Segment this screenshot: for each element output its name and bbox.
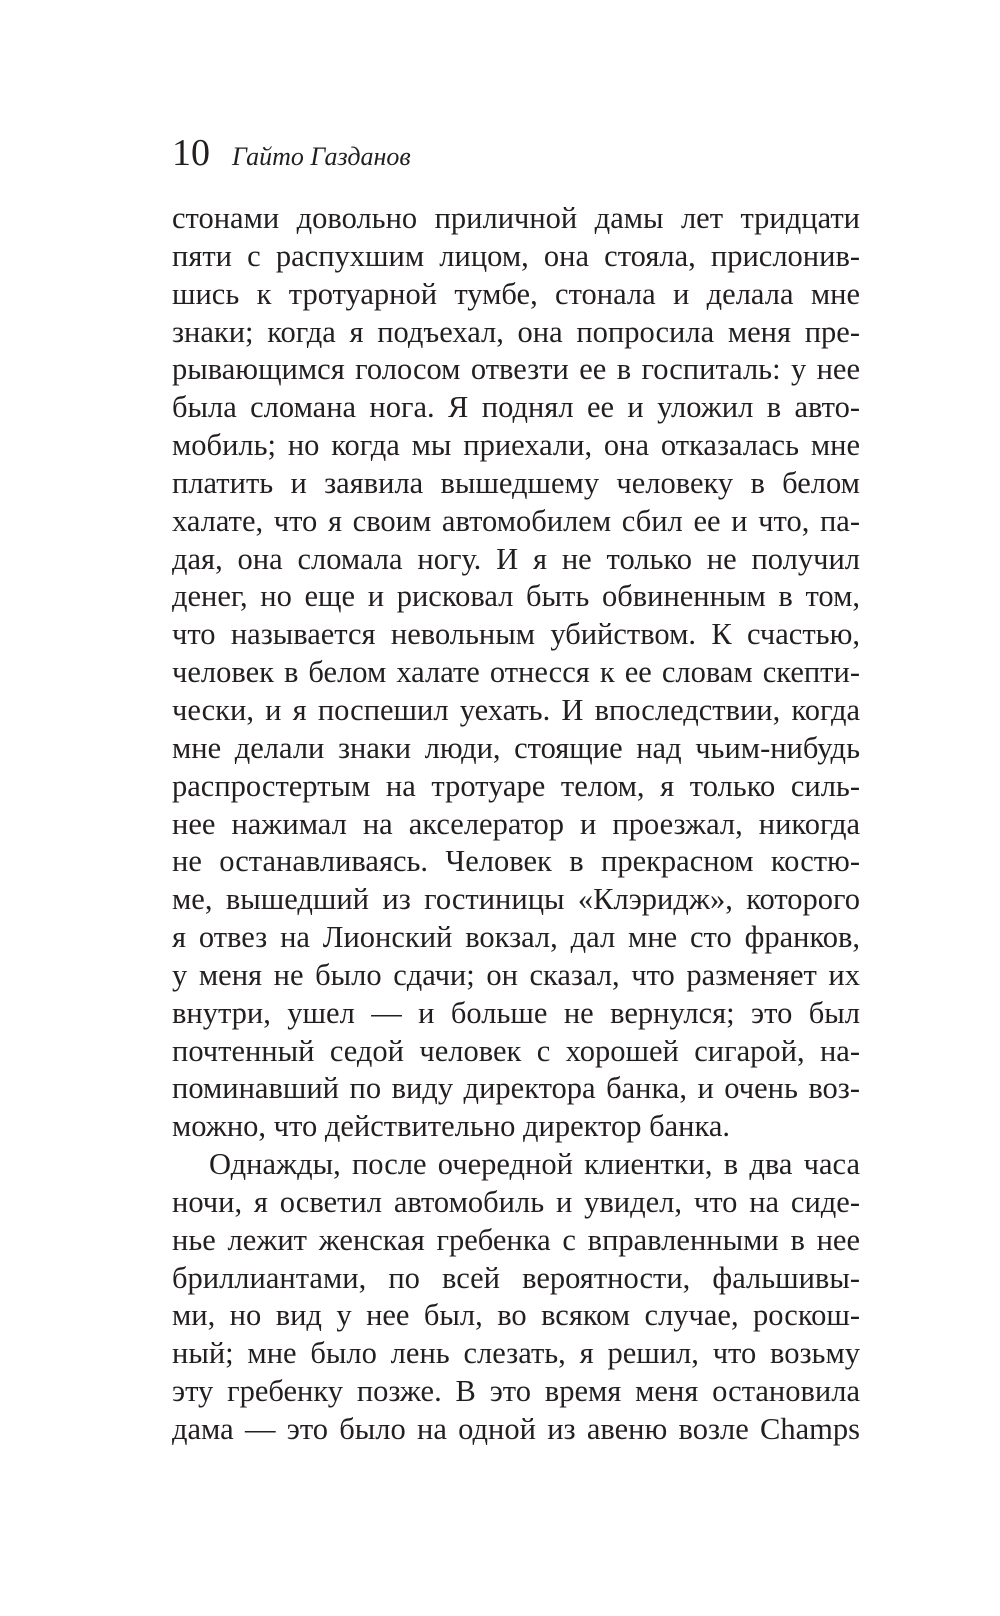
page-number: 10 (172, 132, 210, 174)
text-line: нье лежит женская гребенка с вправленными в нее (172, 1222, 860, 1257)
text-line: чески, и я поспешил уехать. И впоследствии, когда (172, 692, 860, 727)
text-line: не останавливаясь. Человек в прекрасном костю- (172, 844, 860, 879)
text-line: нее нажимал на акселератор и проезжал, никогда (172, 806, 860, 841)
running-head (172, 128, 411, 178)
running-head-author: Гайто Газданов (232, 142, 411, 171)
text-line: дая, она сломала ногу. И я не только не получил (172, 541, 860, 576)
text-line: халате, что я своим автомобилем сбил ее и что, па- (172, 503, 860, 538)
text-line: ме, вышедший из гостиницы «Клэридж», которого (172, 882, 860, 917)
text-line: рывающимся голосом отвезти ее в госпиталь: у нее (172, 352, 860, 387)
text-line: дама — это было на одной из авеню возле Champs (172, 1412, 860, 1446)
text-line: стонами довольно приличной дамы лет тридцати (172, 201, 860, 235)
text-line: ночи, я осветил автомобиль и увидел, что на сиде- (172, 1184, 860, 1219)
text-line: ный; мне было лень слезать, я решил, что возьму (172, 1336, 860, 1371)
paragraph-start-line: Однажды, после очередной клиентки, в два часа (209, 1147, 860, 1182)
text-line: внутри, ушел — и больше не вернулся; это был (172, 995, 860, 1030)
text-line: ми, но вид у нее был, во всяком случае, роскош- (172, 1298, 860, 1333)
text-line: поминавший по виду директора банка, и очень воз- (172, 1071, 860, 1106)
text-line: я отвез на Лионский вокзал, дал мне сто франков, (172, 920, 860, 955)
text-line: мне делали знаки люди, стоящие над чьим-нибудь (172, 730, 860, 765)
text-line: платить и заявила вышедшему человеку в белом (172, 465, 860, 500)
text-line: почтенный седой человек с хорошей сигарой, на- (172, 1033, 860, 1068)
text-line: человек в белом халате отнесся к ее словам скепти- (172, 655, 860, 690)
text-line: мобиль; но когда мы приехали, она отказалась мне (172, 428, 860, 463)
text-line: что называется невольным убийством. К счастью, (172, 617, 860, 652)
text-line: была сломана нога. Я поднял ее и уложил в авто- (172, 390, 860, 425)
text-line: знаки; когда я подъехал, она попросила меня пре- (172, 314, 860, 349)
body-text (172, 200, 860, 1449)
text-line: эту гребенку позже. В это время меня остановила (172, 1374, 860, 1409)
text-line: распростертым на тротуаре телом, я только силь- (172, 768, 860, 803)
text-line: шись к тротуарной тумбе, стонала и делала мне (172, 276, 860, 311)
text-line: бриллиантами, по всей вероятности, фальшивы- (172, 1260, 860, 1295)
text-line: пяти с распухшим лицом, она стояла, прислонив- (172, 238, 860, 273)
paragraph-end-line: можно, что действительно директор банка. (172, 1109, 730, 1144)
text-line: денег, но еще и рисковал быть обвиненным в том, (172, 579, 860, 614)
text-line: у меня не было сдачи; он сказал, что разменяет их (172, 957, 860, 992)
